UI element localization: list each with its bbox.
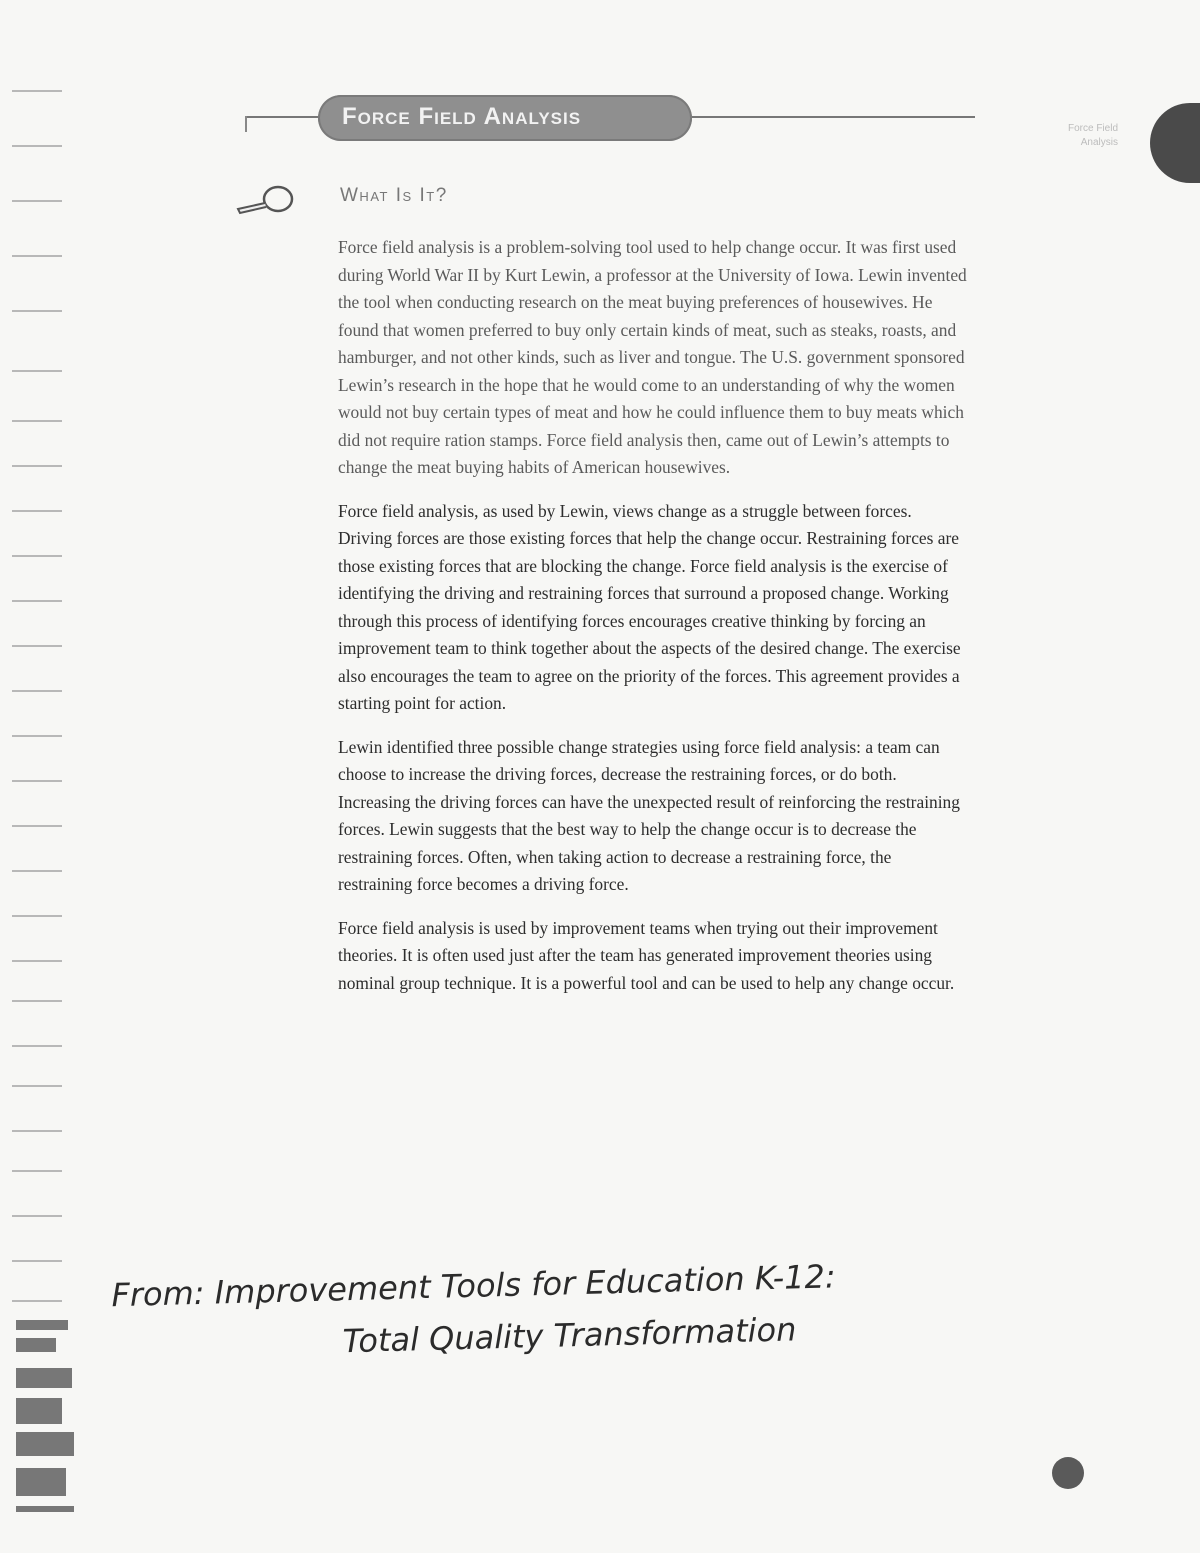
paragraph-3: Lewin identified three possible change strategies using force field analysis: a team can choose to increase the driving forces, decrease the restraining forces, or do both. Increasing the driving forces can have the unexpected result of reinforcing the restraining forces. Lewin suggests that the best way to help the change occur is to decrease the restraining forces. Often, when taking action to decrease a restraining force, the restraining force becomes a driving force.: [338, 736, 960, 894]
side-tab: [1150, 103, 1200, 183]
paragraph-4: Force field analysis is used by improvement teams when trying out their improvement theories. It is often used just after the team has generated improvement theories using nominal group technique. It is a powerful tool and can be used to help any change occur.: [338, 917, 955, 993]
side-tab-label: Force Field Analysis: [1067, 123, 1118, 148]
handwritten-line-2: Total Quality Transformation: [342, 1310, 797, 1361]
header-tick: [245, 116, 247, 132]
handwritten-line-1: From: Improvement Tools for Education K-12:: [110, 1257, 837, 1315]
section-heading: What Is It?: [340, 185, 448, 206]
handwritten-note: [111, 1247, 973, 1373]
page-title: Force Field Analysis: [342, 103, 582, 130]
body-text: [338, 234, 970, 1013]
magnifying-glass-icon: [234, 183, 296, 217]
paragraph-1: Force field analysis is a problem-solving tool used to help change occur. It was first used during World War II by Kurt Lewin, a professor at the University of Iowa. Lewin invented the tool when conducting research on the meat buying preferences of housewives. He found that women preferred to buy only certain kinds of meat, such as steaks, roasts, and hamburger, and not other kinds, such as liver and tongue. The U.S. government sponsored Lewin’s research in the hope that he would come to an understanding of why the women would not buy certain types of meat and how he could influence them to buy meats which did not require ration stamps. Force field analysis then, came out of Lewin’s attempts to change the meat buying habits of American housewives.: [338, 237, 967, 477]
paragraph-2: Force field analysis, as used by Lewin, views change as a struggle between forces. Driving forces are those existing forces that help the change occur. Restraining forces are those existing forces that are blocking the change. Force field analysis is the exercise of identifying the driving and restraining forces that surround a proposed change. Working through this process of identifying forces encourages creative thinking by forcing an improvement team to think together about the aspects of the desired change. The exercise also encourages the team to agree on the priority of the forces. This agreement provides a starting point for action.: [338, 500, 961, 713]
page-dot-icon: [1052, 1457, 1084, 1489]
